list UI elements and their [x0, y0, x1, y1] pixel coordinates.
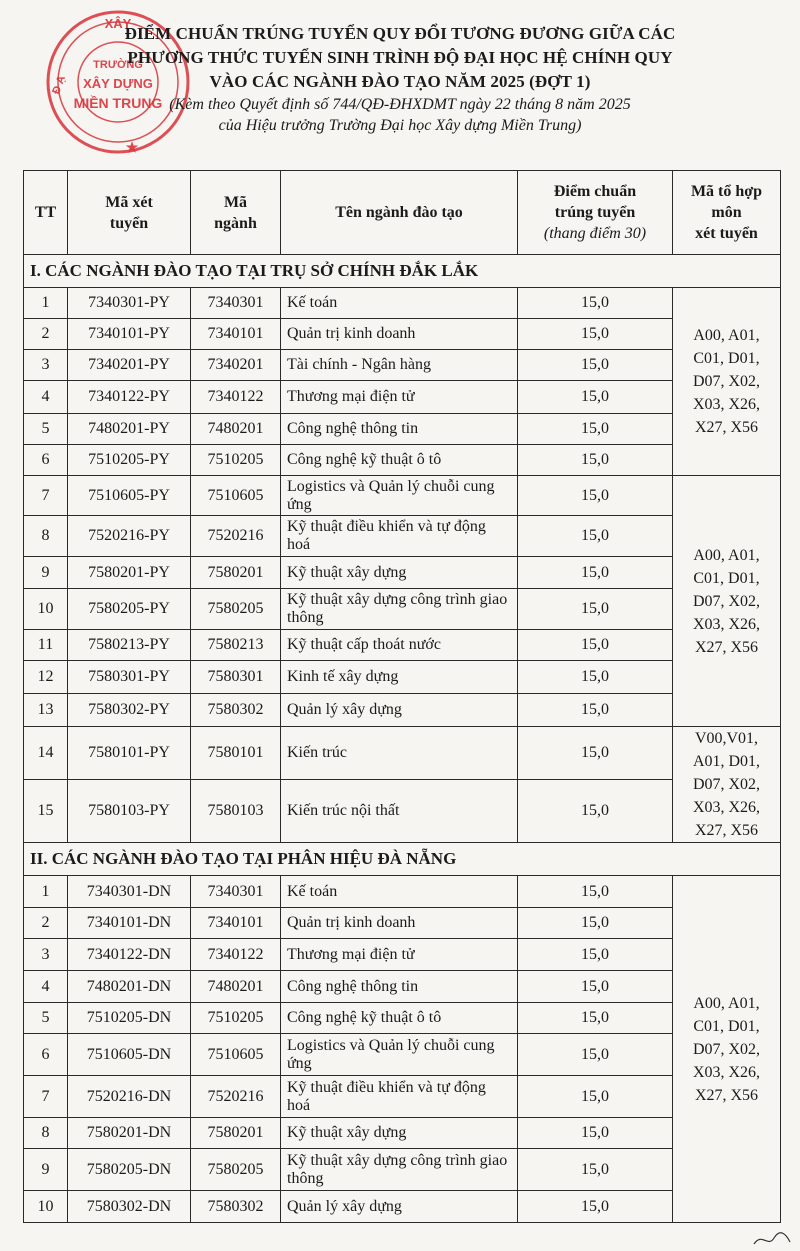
cell-ma-xet-tuyen: 7340122-DN: [68, 939, 191, 971]
cell-ma-nganh: 7340122: [191, 381, 281, 414]
table-row: [24, 1191, 781, 1223]
subtitle-line-1: (Kèm theo Quyết định số 744/QĐ-ĐHXDMT ngày 22 tháng 8 năm 2025: [169, 96, 631, 113]
cell-ma-nganh: 7480201: [191, 971, 281, 1003]
cell-ma-nganh: 7580302: [191, 1191, 281, 1223]
cell-ma-nganh: 7580301: [191, 661, 281, 694]
table-row: [24, 1003, 781, 1034]
header-to-hop: Mã tổ hợp môn xét tuyển: [673, 171, 781, 255]
table-row: [24, 1034, 781, 1076]
cell-ten-nganh: Quản trị kinh doanh: [281, 908, 518, 939]
title-line-2: PHƯƠNG THỨC TUYỂN SINH TRÌNH ĐỘ ĐẠI HỌC HỆ CHÍNH QUY: [127, 48, 673, 67]
combo-line: X27, X56: [694, 419, 759, 436]
cell-ten-nganh: Công nghệ kỹ thuật ô tô: [281, 1003, 518, 1034]
cell-ten-nganh: Công nghệ kỹ thuật ô tô: [281, 445, 518, 476]
subtitle-line-2: của Hiệu trưởng Trường Đại học Xây dựng Miền Trung): [218, 117, 582, 134]
cell-diem-chuan: 15,0: [518, 445, 673, 476]
table-row: [24, 1149, 781, 1191]
signature-mark: [752, 1228, 792, 1248]
cell-ten-nganh: Quản trị kinh doanh: [281, 319, 518, 350]
combo-group-c: [673, 727, 781, 843]
cell-tt: 10: [24, 589, 68, 630]
cell-ma-xet-tuyen: 7580302-PY: [68, 694, 191, 727]
cell-tt: 13: [24, 694, 68, 727]
cell-ten-nganh: Logistics và Quản lý chuỗi cung ứng: [281, 1034, 518, 1076]
cell-ma-nganh: 7580101: [191, 727, 281, 780]
stamp-text-side: Đ Ạ: [50, 74, 69, 96]
cell-ma-nganh: 7580201: [191, 557, 281, 589]
cell-diem-chuan: 15,0: [518, 661, 673, 694]
combo-line: X03, X26,: [692, 396, 761, 413]
stamp-star-icon: ★: [125, 139, 139, 155]
combo-line: C01, D01,: [693, 1017, 760, 1035]
cell-diem-chuan: 15,0: [518, 727, 673, 780]
cell-diem-chuan: 15,0: [518, 1034, 673, 1076]
cell-diem-chuan: 15,0: [518, 1003, 673, 1034]
cell-ma-nganh: 7340122: [191, 939, 281, 971]
cell-tt: 8: [24, 1118, 68, 1149]
cell-tt: 6: [24, 1034, 68, 1076]
cell-tt: 1: [24, 288, 68, 319]
header-ten-nganh: Tên ngành đào tạo: [281, 171, 518, 255]
stamp-text-mid2: XÂY DỰNG: [83, 76, 153, 91]
cell-ma-nganh: 7520216: [191, 516, 281, 557]
cell-ma-xet-tuyen: 7520216-DN: [68, 1076, 191, 1118]
cell-ma-xet-tuyen: 7340101-PY: [68, 319, 191, 350]
cell-diem-chuan: 15,0: [518, 971, 673, 1003]
cell-ma-nganh: 7340201: [191, 350, 281, 381]
header-ma-nganh: Mã ngành: [191, 171, 281, 255]
table-row: [24, 876, 781, 908]
cell-ma-xet-tuyen: 7480201-PY: [68, 414, 191, 445]
combo-line: X03, X26,: [692, 1063, 761, 1081]
title-line-1: ĐIỂM CHUẨN TRÚNG TUYỂN QUY ĐỔI TƯƠNG ĐƯƠNG GIỮA CÁC: [124, 24, 676, 43]
cell-tt: 15: [24, 779, 68, 842]
table-row: [24, 971, 781, 1003]
cell-ma-nganh: 7510605: [191, 1034, 281, 1076]
cell-ma-xet-tuyen: 7580103-PY: [68, 779, 191, 842]
cell-tt: 7: [24, 476, 68, 516]
cell-tt: 2: [24, 908, 68, 939]
table-row: [24, 381, 781, 414]
cell-tt: 1: [24, 876, 68, 908]
cell-diem-chuan: 15,0: [518, 476, 673, 516]
cell-ma-xet-tuyen: 7510205-PY: [68, 445, 191, 476]
cell-ma-xet-tuyen: 7580101-PY: [68, 727, 191, 780]
table-row: [24, 414, 781, 445]
cell-ten-nganh: Kế toán: [281, 288, 518, 319]
table-row: [24, 589, 781, 630]
cell-ten-nganh: Công nghệ thông tin: [281, 414, 518, 445]
table-row: [24, 694, 781, 727]
cell-diem-chuan: 15,0: [518, 381, 673, 414]
combo-line: D07, X02,: [692, 1040, 761, 1058]
cell-ma-nganh: 7510205: [191, 1003, 281, 1034]
section-2-header: [24, 843, 781, 876]
combo-line: X03, X26,: [692, 799, 761, 816]
cell-diem-chuan: 15,0: [518, 1191, 673, 1223]
cell-ma-xet-tuyen: 7340101-DN: [68, 908, 191, 939]
cell-ma-nganh: 7580213: [191, 630, 281, 661]
table-row: [24, 1118, 781, 1149]
cell-diem-chuan: 15,0: [518, 319, 673, 350]
cell-ma-nganh: 7340301: [191, 876, 281, 908]
cell-ma-nganh: 7340301: [191, 288, 281, 319]
table-row: [24, 661, 781, 694]
combo-line: V00,V01,: [694, 730, 759, 747]
cell-ten-nganh: Kỹ thuật xây dựng công trình giao thông: [281, 1149, 518, 1191]
cell-tt: 2: [24, 319, 68, 350]
cell-diem-chuan: 15,0: [518, 779, 673, 842]
cell-diem-chuan: 15,0: [518, 516, 673, 557]
cell-diem-chuan: 15,0: [518, 939, 673, 971]
cell-ma-nganh: 7340101: [191, 319, 281, 350]
cell-ma-xet-tuyen: 7340122-PY: [68, 381, 191, 414]
table-row: [24, 557, 781, 589]
table-row: [24, 350, 781, 381]
cell-ten-nganh: Kinh tế xây dựng: [281, 661, 518, 694]
cell-ten-nganh: Kỹ thuật xây dựng công trình giao thông: [281, 589, 518, 630]
table-row: [24, 288, 781, 319]
cell-ma-xet-tuyen: 7340301-DN: [68, 876, 191, 908]
cell-diem-chuan: 15,0: [518, 414, 673, 445]
header-ma-xet-tuyen: Mã xét tuyển: [68, 171, 191, 255]
cell-ma-xet-tuyen: 7580201-PY: [68, 557, 191, 589]
cell-tt: 12: [24, 661, 68, 694]
combo-line: A00, A01,: [693, 994, 760, 1012]
cell-ten-nganh: Công nghệ thông tin: [281, 971, 518, 1003]
combo-line: X03, X26,: [692, 615, 761, 633]
cell-ma-xet-tuyen: 7580205-DN: [68, 1149, 191, 1191]
cell-ma-xet-tuyen: 7480201-DN: [68, 971, 191, 1003]
cell-tt: 14: [24, 727, 68, 780]
cell-ma-nganh: 7520216: [191, 1076, 281, 1118]
cell-ma-nganh: 7580205: [191, 589, 281, 630]
section-1-header: [24, 255, 781, 288]
combo-line: D07, X02,: [692, 373, 761, 390]
combo-line: D07, X02,: [692, 592, 761, 610]
table-header-row: [24, 171, 781, 255]
table-row: [24, 319, 781, 350]
cell-ten-nganh: Logistics và Quản lý chuỗi cung ứng: [281, 476, 518, 516]
cell-ten-nganh: Tài chính - Ngân hàng: [281, 350, 518, 381]
combo-line: D07, X02,: [692, 776, 761, 793]
cell-ten-nganh: Kiến trúc nội thất: [281, 779, 518, 842]
cell-ten-nganh: Quản lý xây dựng: [281, 1191, 518, 1223]
cell-ten-nganh: Kỹ thuật cấp thoát nước: [281, 630, 518, 661]
cell-diem-chuan: 15,0: [518, 1076, 673, 1118]
cell-diem-chuan: 15,0: [518, 589, 673, 630]
title-line-3: VÀO CÁC NGÀNH ĐÀO TẠO NĂM 2025 (ĐỢT 1): [209, 72, 591, 91]
admission-score-table: [23, 170, 781, 1223]
cell-tt: 11: [24, 630, 68, 661]
table-row: [24, 779, 781, 842]
cell-ma-nganh: 7580205: [191, 1149, 281, 1191]
cell-ten-nganh: Quản lý xây dựng: [281, 694, 518, 727]
cell-ma-xet-tuyen: 7510205-DN: [68, 1003, 191, 1034]
section-2-header-title: II. CÁC NGÀNH ĐÀO TẠO TẠI PHÂN HIỆU ĐÀ NẴNG: [24, 843, 781, 876]
combo-line: C01, D01,: [693, 350, 760, 367]
cell-diem-chuan: 15,0: [518, 557, 673, 589]
cell-ma-xet-tuyen: 7580205-PY: [68, 589, 191, 630]
cell-tt: 8: [24, 516, 68, 557]
table-row: [24, 516, 781, 557]
cell-diem-chuan: 15,0: [518, 1149, 673, 1191]
cell-ma-nganh: 7510205: [191, 445, 281, 476]
cell-ma-xet-tuyen: 7520216-PY: [68, 516, 191, 557]
cell-diem-chuan: 15,0: [518, 876, 673, 908]
cell-ten-nganh: Kiến trúc: [281, 727, 518, 780]
stamp-text-mid3: MIỀN TRUNG: [73, 95, 163, 111]
combo-line: A00, A01,: [693, 327, 760, 344]
combo-line: X27, X56: [694, 1086, 759, 1104]
cell-tt: 5: [24, 414, 68, 445]
cell-ma-nganh: 7510605: [191, 476, 281, 516]
cell-tt: 3: [24, 939, 68, 971]
cell-tt: 6: [24, 445, 68, 476]
cell-ten-nganh: Kỹ thuật xây dựng: [281, 557, 518, 589]
table-row: [24, 939, 781, 971]
stamp-text-top: XÂY: [104, 16, 132, 31]
cell-ma-xet-tuyen: 7340201-PY: [68, 350, 191, 381]
cell-ma-nganh: 7340101: [191, 908, 281, 939]
document-header: [0, 22, 800, 136]
table-row: [24, 1076, 781, 1118]
header-tt: TT: [24, 171, 68, 255]
cell-ma-nganh: 7580103: [191, 779, 281, 842]
cell-ten-nganh: Kỹ thuật xây dựng: [281, 1118, 518, 1149]
combo-group-a: [673, 288, 781, 476]
cell-ma-xet-tuyen: 7580213-PY: [68, 630, 191, 661]
cell-ma-xet-tuyen: 7580302-DN: [68, 1191, 191, 1223]
combo-group-dn: [673, 876, 781, 1223]
cell-diem-chuan: 15,0: [518, 288, 673, 319]
cell-tt: 3: [24, 350, 68, 381]
cell-diem-chuan: 15,0: [518, 1118, 673, 1149]
combo-group-b: [673, 476, 781, 727]
table-row: [24, 908, 781, 939]
cell-diem-chuan: 15,0: [518, 350, 673, 381]
cell-ma-nganh: 7480201: [191, 414, 281, 445]
cell-ten-nganh: Kỹ thuật điều khiển và tự động hoá: [281, 1076, 518, 1118]
header-diem-chuan: Điểm chuẩn trúng tuyển (thang điểm 30): [518, 171, 673, 255]
table-row: [24, 630, 781, 661]
cell-ma-xet-tuyen: 7580201-DN: [68, 1118, 191, 1149]
combo-line: A01, D01,: [692, 753, 761, 770]
combo-line: X27, X56: [694, 638, 759, 656]
cell-tt: 5: [24, 1003, 68, 1034]
section-1-header-title: I. CÁC NGÀNH ĐÀO TẠO TẠI TRỤ SỞ CHÍNH ĐẮK LẮK: [24, 255, 781, 288]
cell-diem-chuan: 15,0: [518, 908, 673, 939]
combo-line: X27, X56: [694, 822, 759, 839]
cell-ten-nganh: Thương mại điện tử: [281, 381, 518, 414]
cell-ma-nganh: 7580302: [191, 694, 281, 727]
cell-tt: 7: [24, 1076, 68, 1118]
cell-tt: 4: [24, 381, 68, 414]
cell-tt: 4: [24, 971, 68, 1003]
stamp-text-mid1: TRƯỜNG: [93, 59, 143, 71]
cell-tt: 9: [24, 1149, 68, 1191]
combo-line: C01, D01,: [693, 569, 760, 587]
cell-ma-xet-tuyen: 7510605-PY: [68, 476, 191, 516]
cell-ma-xet-tuyen: 7340301-PY: [68, 288, 191, 319]
cell-diem-chuan: 15,0: [518, 630, 673, 661]
cell-tt: 10: [24, 1191, 68, 1223]
cell-tt: 9: [24, 557, 68, 589]
cell-ma-nganh: 7580201: [191, 1118, 281, 1149]
cell-ma-xet-tuyen: 7580301-PY: [68, 661, 191, 694]
cell-ten-nganh: Kỹ thuật điều khiển và tự động hoá: [281, 516, 518, 557]
cell-ma-xet-tuyen: 7510605-DN: [68, 1034, 191, 1076]
table-row: [24, 445, 781, 476]
cell-diem-chuan: 15,0: [518, 694, 673, 727]
cell-ten-nganh: Thương mại điện tử: [281, 939, 518, 971]
table-row: [24, 476, 781, 516]
cell-ten-nganh: Kế toán: [281, 876, 518, 908]
combo-line: A00, A01,: [693, 546, 760, 564]
table-row: [24, 727, 781, 780]
